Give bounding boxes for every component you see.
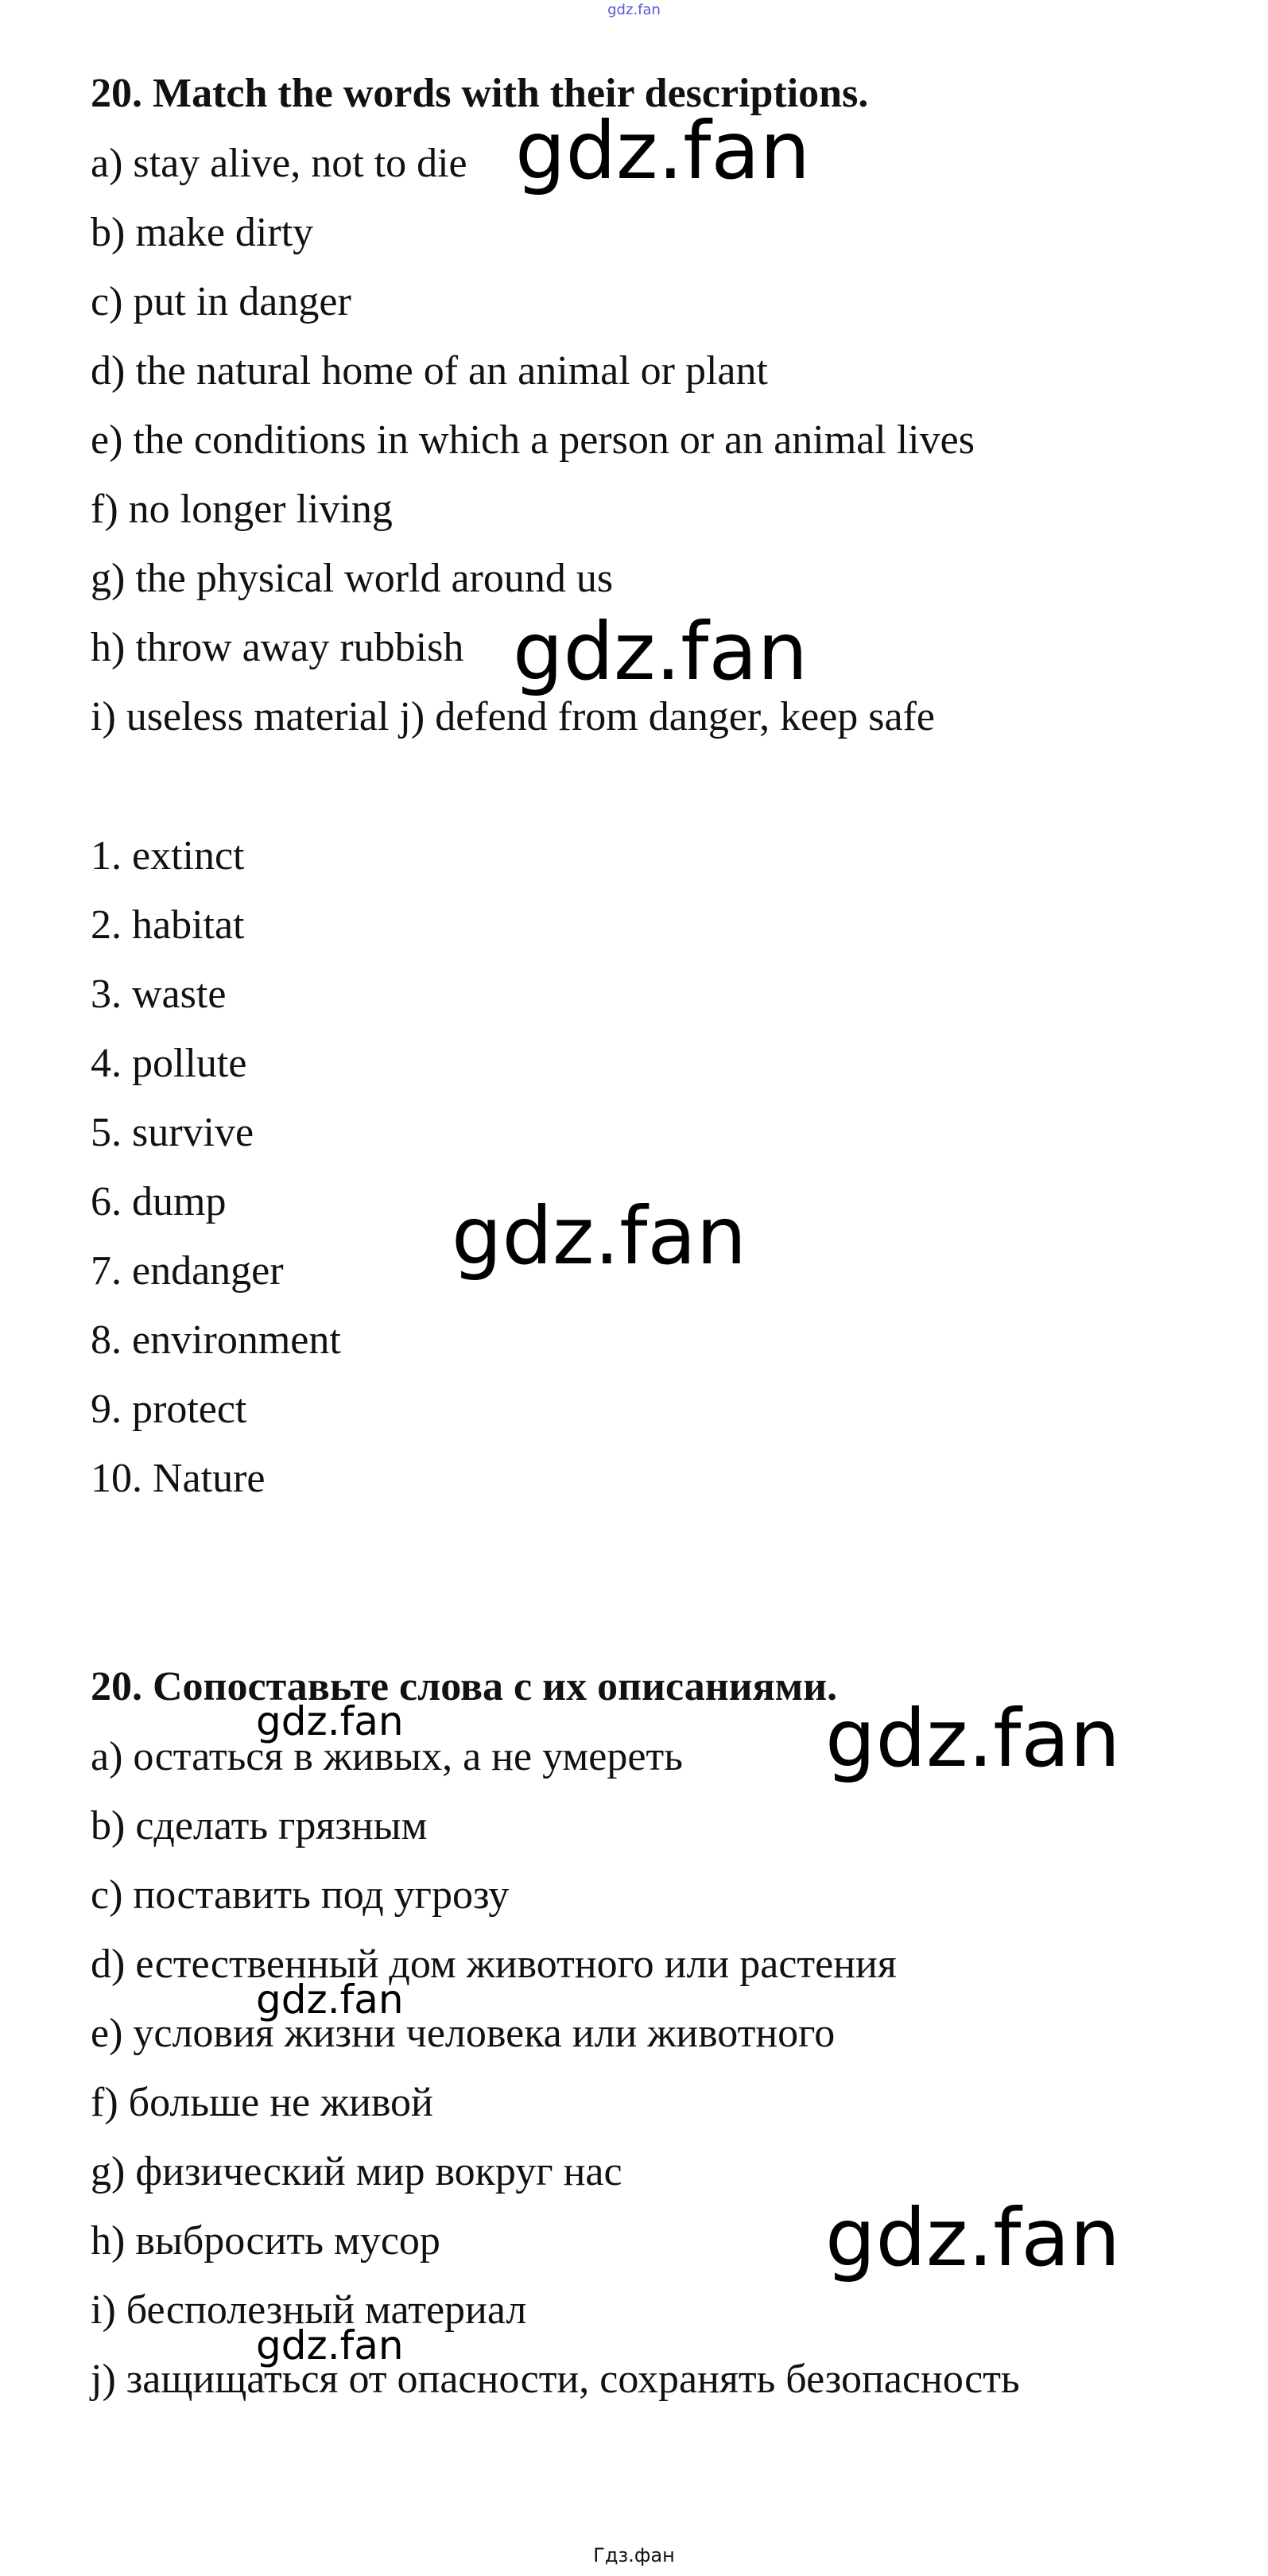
english-description-g: g) the physical world around us xyxy=(91,556,614,601)
top-site-link[interactable]: gdz.fan xyxy=(607,2,661,18)
russian-description-i: i) бесполезный материал xyxy=(91,2287,527,2333)
word-item-9: 9. protect xyxy=(91,1387,247,1432)
english-heading: 20. Match the words with their descriptions. xyxy=(91,71,869,116)
word-item-10: 10. Nature xyxy=(91,1456,266,1501)
russian-description-g: g) физический мир вокруг нас xyxy=(91,2149,622,2194)
word-item-8: 8. environment xyxy=(91,1317,341,1363)
watermark-1: gdz.fan xyxy=(515,104,811,197)
russian-description-b: b) сделать грязным xyxy=(91,1803,428,1849)
word-item-2: 2. habitat xyxy=(91,902,245,948)
word-item-7: 7. endanger xyxy=(91,1248,284,1294)
english-description-h: h) throw away rubbish xyxy=(91,625,464,670)
russian-description-c: c) поставить под угрозу xyxy=(91,1872,510,1918)
watermark-3: gdz.fan xyxy=(452,1189,747,1282)
watermark-2: gdz.fan xyxy=(513,605,808,698)
watermark-7: gdz.fan xyxy=(825,2191,1121,2284)
word-item-3: 3. waste xyxy=(91,972,227,1017)
russian-description-a: a) остаться в живых, а не умереть xyxy=(91,1734,683,1779)
english-description-b: b) make dirty xyxy=(91,210,314,255)
russian-description-d: d) естественный дом животного или растения xyxy=(91,1942,897,1987)
english-description-i-j: i) useless material j) defend from danger, keep safe xyxy=(91,694,936,739)
english-description-e: e) the conditions in which a person or an animal lives xyxy=(91,417,975,463)
russian-description-e: e) условия жизни человека или животного xyxy=(91,2011,836,2056)
watermark-5: gdz.fan xyxy=(825,1692,1121,1785)
footer-site-name[interactable]: Гдз.фан xyxy=(593,2544,675,2566)
russian-description-j: j) защищаться от опасности, сохранять безопасность xyxy=(91,2357,1020,2402)
watermark-4: gdz.fan xyxy=(256,1698,404,1744)
word-item-1: 1. extinct xyxy=(91,833,245,879)
russian-description-f: f) больше не живой xyxy=(91,2080,433,2125)
english-description-f: f) no longer living xyxy=(91,487,393,532)
word-item-6: 6. dump xyxy=(91,1179,227,1224)
watermark-8: gdz.fan xyxy=(256,2322,404,2368)
russian-description-h: h) выбросить мусор xyxy=(91,2218,440,2264)
word-item-5: 5. survive xyxy=(91,1110,254,1155)
english-description-d: d) the natural home of an animal or plant xyxy=(91,348,768,394)
word-item-4: 4. pollute xyxy=(91,1041,247,1086)
russian-heading: 20. Сопоставьте слова с их описаниями. xyxy=(91,1664,838,1709)
english-description-a: a) stay alive, not to die xyxy=(91,141,467,186)
english-description-c: c) put in danger xyxy=(91,279,351,324)
watermark-6: gdz.fan xyxy=(256,1977,404,2023)
